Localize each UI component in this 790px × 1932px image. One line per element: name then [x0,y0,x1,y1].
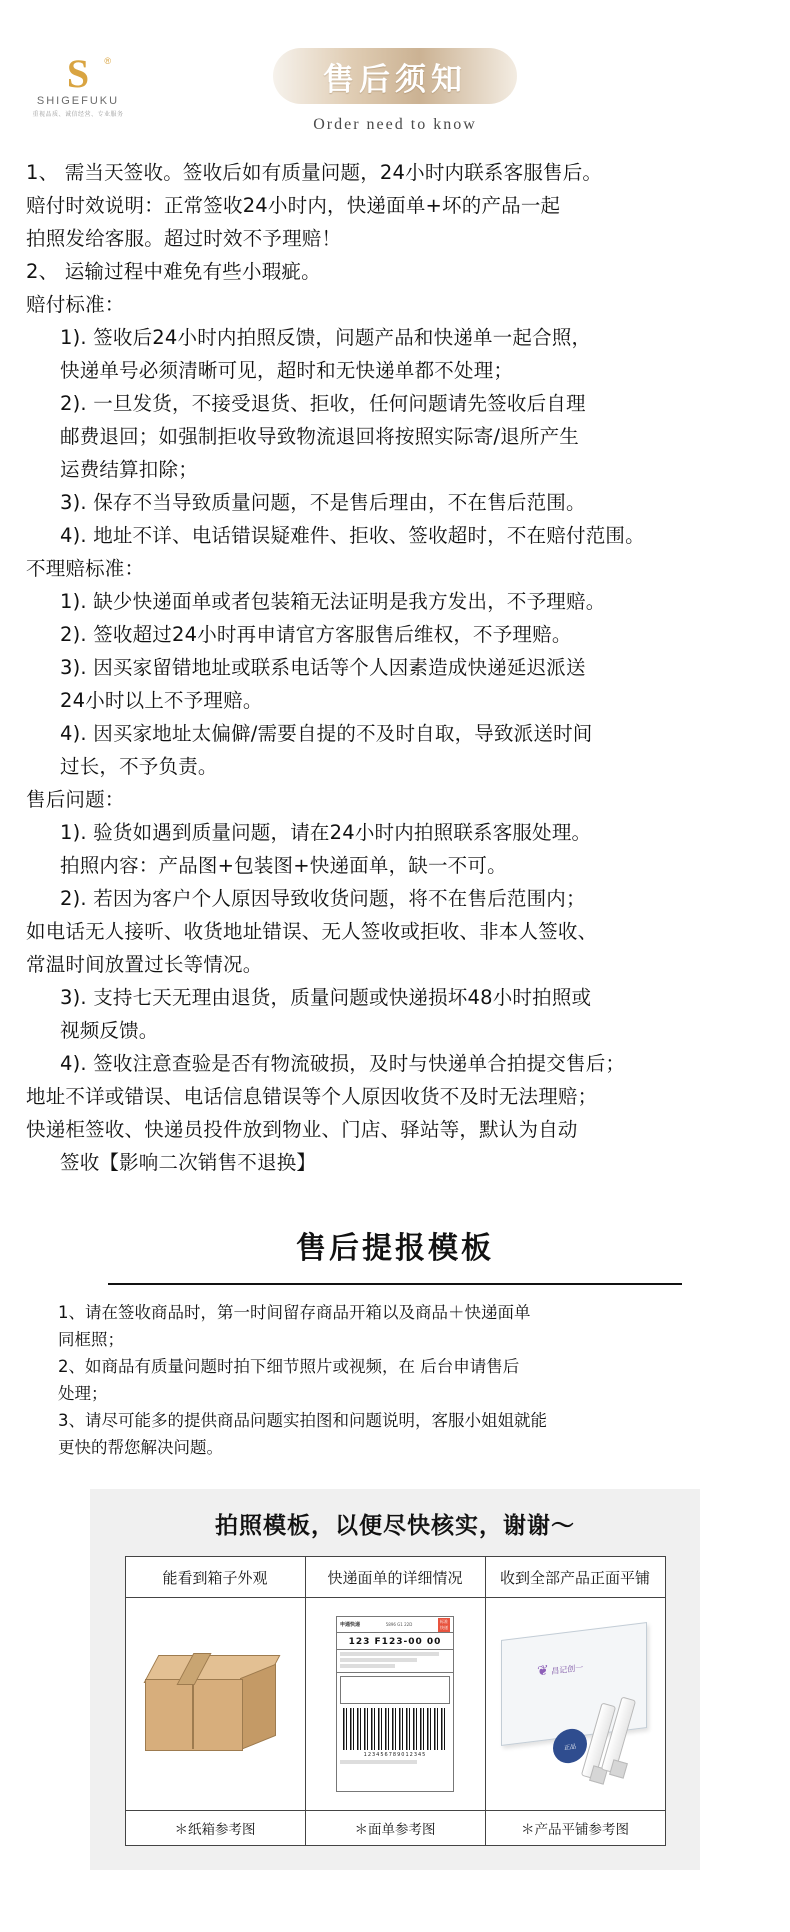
waybill-footer [337,1758,453,1768]
carton-photo-cell [125,1598,305,1811]
carton-front-panel [145,1679,243,1751]
after-sale-item: 地址不详或错误、电话信息错误等个人原因收货不及时无法理赔； [26,1085,598,1108]
carton-side-panel [240,1664,276,1751]
waybill-barcode-icon [343,1708,447,1750]
no-claim-item: 过长，不予负责。 [60,755,218,778]
caption-carton: ＊纸箱参考图 [125,1811,305,1846]
shipping-label-icon [336,1616,454,1792]
after-sale-title: 售后问题： [26,788,125,811]
after-sale-item: 视频反馈。 [60,1019,159,1042]
caption-waybill: ＊面单参考图 [305,1811,485,1846]
no-claim-item: 4). 因买家地址太偏僻/需要自提的不及时自取，导致派送时间 [60,722,593,745]
after-sale-item: 2). 若因为客户个人原因导致收货问题，将不在售后范围内； [60,887,586,910]
notice-body [26,156,764,1179]
page-title: 售后须知 [323,61,467,98]
product-flatlay-icon [495,1617,655,1792]
logo-mark [51,51,111,96]
template-title: 售后提报模板 [296,1231,494,1266]
pay-standard-item: 快递单号必须清晰可见，超时和无快递单都不处理； [60,359,514,382]
divider [108,1283,682,1285]
pay-standard-title: 赔付标准： [26,293,125,316]
waybill-photo-cell [305,1598,485,1811]
template-note: 处理； [58,1384,108,1403]
notice-line: 1、 需当天签收。签收后如有质量问题，24小时内联系客服售后。 [26,161,603,184]
authenticity-badge: 正品 [553,1726,587,1764]
notice-line: 赔付时效说明：正常签收24小时内，快递面单+坏的产品一起 [26,194,561,217]
pay-standard-item: 4). 地址不详、电话错误疑难件、拒收、签收超时，不在赔付范围。 [60,524,645,547]
template-notes [58,1299,732,1461]
photo-template-card [90,1489,700,1870]
template-note: 3、请尽可能多的提供商品问题实拍图和问题说明，客服小姐姐就能 [58,1411,547,1430]
template-note: 1、请在签收商品时，第一时间留存商品开箱以及商品＋快递面单 [58,1303,531,1322]
table-image-row [125,1598,665,1811]
table-caption-row [125,1811,665,1846]
flatlay-logo-text: 昌记创一 [551,1662,584,1676]
waybill-big-code: 123 F123-00 00 [337,1633,453,1650]
brand-tagline: 重视品质、诚信经营、专业服务 [32,112,124,118]
pay-standard-item: 3). 保存不当导致质量问题，不是售后理由，不在售后范围。 [60,491,586,514]
carton-seam [192,1679,194,1749]
column-header-flatlay: 收到全部产品正面平铺 [485,1557,665,1598]
waybill-badge-line1: 标准 [440,1618,448,1624]
template-note: 更快的帮您解决问题。 [58,1438,223,1457]
brand-name: SHIGEFUKU [36,95,120,107]
product-tube-cap [609,1759,628,1779]
no-claim-item: 24小时以上不予理赔。 [60,689,263,712]
waybill-text-line [340,1652,439,1656]
photo-card-title: 拍照模板，以便尽快核实，谢谢～ [215,1513,575,1539]
table-header-row [125,1557,665,1598]
template-note: 2、如商品有质量问题时拍下细节照片或视频，在 后台申请售后 [58,1357,520,1376]
waybill-header [337,1617,453,1633]
page-subtitle: Order need to know [313,116,477,133]
no-claim-item: 2). 签收超过24小时再申请官方客服售后维权，不予理赔。 [60,623,572,646]
after-sale-item: 3). 支持七天无理由退货，质量问题或快递损坏48小时拍照或 [60,986,592,1009]
photo-example-table [125,1556,666,1846]
carton-box-icon [145,1649,285,1759]
waybill-service-badge [438,1618,450,1632]
flatlay-photo-cell [485,1598,665,1811]
pay-standard-item: 运费结算扣除； [60,458,198,481]
waybill-text-line [340,1760,417,1764]
after-sale-item: 1). 验货如遇到质量问题，请在24小时内拍照联系客服处理。 [60,821,592,844]
template-note: 同框照； [58,1330,124,1349]
waybill-signature-box [340,1676,450,1704]
waybill-text-line [340,1664,395,1668]
no-claim-title: 不理赔标准： [26,557,145,580]
after-sale-item: 常温时间放置过长等情况。 [26,953,263,976]
page-title-banner [273,48,517,104]
flatlay-logo-mark-icon: ❦ [537,1661,549,1680]
pay-standard-item: 2). 一旦发货，不接受退货、拒收，任何问题请先签收后自理 [60,392,586,415]
after-sale-item: 如电话无人接听、收货地址错误、无人签收或拒收、非本人签收、 [26,920,598,943]
column-header-waybill: 快递面单的详细情况 [305,1557,485,1598]
logo-letter-icon: S [66,51,90,96]
caption-flatlay: ＊产品平铺参考图 [485,1811,665,1846]
waybill-code: 5896 G1 22D [385,1622,413,1627]
no-claim-item: 3). 因买家留错地址或联系电话等个人因素造成快递延迟派送 [60,656,586,679]
pay-standard-item: 1). 签收后24小时内拍照反馈，问题产品和快递单一起合照， [60,326,592,349]
notice-line: 拍照发给客服。超过时效不予理赔！ [26,227,342,250]
brand-logo [18,51,138,118]
waybill-address-block [337,1650,453,1673]
waybill-text-line [340,1658,417,1662]
after-sale-item: 快递柜签收、快递员投件放到物业、门店、驿站等，默认为自动 [26,1118,578,1141]
waybill-badge-line2: 快递 [440,1624,448,1630]
notice-line: 2、 运输过程中难免有些小瑕疵。 [26,260,321,283]
pay-standard-item: 邮费退回；如强制拒收导致物流退回将按照实际寄/退所产生 [60,425,579,448]
after-sale-item: 签收【影响二次销售不退换】 [60,1151,317,1174]
waybill-barcode-number: 123456789012345 [363,1752,427,1758]
registered-trademark-icon: ® [104,56,111,66]
no-claim-item: 1). 缺少快递面单或者包装箱无法证明是我方发出，不予理赔。 [60,590,606,613]
after-sale-item: 4). 签收注意查验是否有物流破损，及时与快递单合拍提交售后； [60,1052,626,1075]
waybill-carrier: 申通快递 [340,1622,361,1628]
column-header-carton: 能看到箱子外观 [125,1557,305,1598]
after-sale-item: 拍照内容：产品图+包装图+快递面单，缺一不可。 [60,854,507,877]
